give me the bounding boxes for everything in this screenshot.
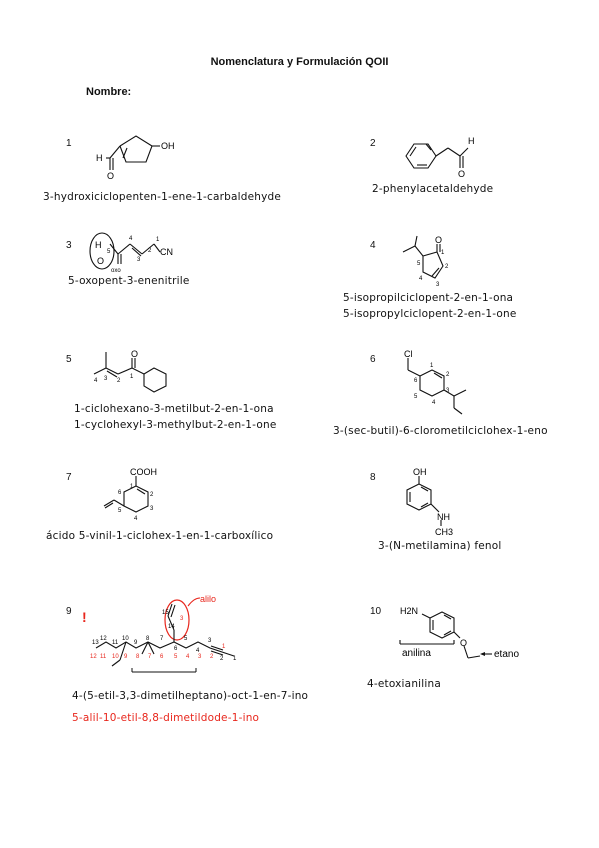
locant: 15 <box>162 610 169 616</box>
locant: 4 <box>419 276 423 282</box>
atom-label: CH3 <box>435 527 454 537</box>
name-label: Nombre: <box>86 86 132 98</box>
locant: 8 <box>146 636 150 642</box>
problem-number: 4 <box>370 240 376 251</box>
atom-label: O <box>107 171 115 181</box>
locant: 3 <box>104 376 108 382</box>
problem-number: 1 <box>66 138 72 149</box>
locant-red: 4 <box>186 654 190 660</box>
answer: 4-etoxianilina <box>367 678 442 690</box>
answer: 1-ciclohexano-3-metilbut-2-en-1-ona <box>74 403 274 415</box>
problem-number: 3 <box>66 240 72 251</box>
locant: 4 <box>94 378 98 384</box>
structure-4 <box>395 232 465 292</box>
locant: 3 <box>446 388 450 394</box>
atom-label: H <box>95 240 102 250</box>
atom-label: Cl <box>404 349 413 359</box>
problem-number: 7 <box>66 472 72 483</box>
atom-label: OH <box>413 467 427 477</box>
locant: 6 <box>118 490 122 496</box>
locant-red: 11 <box>100 654 107 660</box>
note-text: etano <box>494 649 520 660</box>
locant-red: 8 <box>136 654 140 660</box>
locant-red: 2 <box>210 654 214 660</box>
locant: 5 <box>184 636 188 642</box>
locant-red: 9 <box>124 654 128 660</box>
structure-10 <box>388 596 538 676</box>
atom-label: O <box>460 638 468 648</box>
structure-2 <box>398 130 498 180</box>
answer: ácido 5-vinil-1-ciclohex-1-en-1-carboxílico <box>46 530 274 542</box>
locant: 6 <box>414 378 418 384</box>
structure-9 <box>76 586 256 686</box>
structure-3 <box>84 230 194 278</box>
locant: 4 <box>129 236 133 242</box>
atom-label: COOH <box>130 467 157 477</box>
locant-red: 7 <box>148 654 152 660</box>
problem-number: 8 <box>370 472 376 483</box>
answer: 1-cyclohexyl-3-methylbut-2-en-1-one <box>74 419 277 431</box>
atom-label: O <box>435 235 443 245</box>
locant: 4 <box>196 648 200 654</box>
locant: 5 <box>417 261 421 267</box>
locant: 1 <box>156 237 160 243</box>
answer: 3-(N-metilamina) fenol <box>378 540 502 552</box>
problem-number: 9 <box>66 606 72 617</box>
answer: 3-hydroxiciclopenten-1-ene-1-carbaldehyde <box>43 191 282 203</box>
answer: 3-(sec-butil)-6-clorometilciclohex-1-eno <box>333 425 548 437</box>
locant: 2 <box>220 656 224 662</box>
atom-label: OH <box>161 141 175 151</box>
answer: 5-oxopent-3-enenitrile <box>68 275 190 287</box>
atom-label: H <box>96 153 103 163</box>
locant: 5 <box>118 508 122 514</box>
atom-label: H2N <box>400 606 419 616</box>
locant: 4 <box>134 516 138 522</box>
locant: 2 <box>150 492 154 498</box>
note-text: oxo <box>111 268 121 274</box>
problem-number: 10 <box>370 606 382 617</box>
locant: 6 <box>174 646 178 652</box>
locant-red: 6 <box>160 654 164 660</box>
locant: 2 <box>446 372 450 378</box>
locant-red: 12 <box>90 654 97 660</box>
atom-label: O <box>131 349 139 359</box>
locant: 14 <box>168 624 175 630</box>
note-text: anilina <box>402 648 431 659</box>
atom-label: H <box>468 136 475 146</box>
locant: 12 <box>100 636 107 642</box>
structure-7 <box>100 466 180 530</box>
locant-red: 3 <box>180 616 184 622</box>
locant: 3 <box>137 257 141 263</box>
locant: 11 <box>112 640 119 646</box>
note-text: ! <box>82 609 87 625</box>
locant: 5 <box>414 394 418 400</box>
locant: 7 <box>160 636 164 642</box>
problem-number: 5 <box>66 354 72 365</box>
answer: 4-(5-etil-3,3-dimetilheptano)-oct-1-en-7-ino <box>72 690 309 702</box>
answer: 5-isopropylciclopent-2-en-1-one <box>343 308 517 320</box>
locant: 2 <box>117 378 121 384</box>
structure-1 <box>90 128 190 184</box>
answer: 2-phenylacetaldehyde <box>372 183 494 195</box>
note-text: alilo <box>200 594 217 604</box>
locant-red: 3 <box>198 654 202 660</box>
locant-red: 5 <box>174 654 178 660</box>
locant: 3 <box>208 638 212 644</box>
locant: 1 <box>130 374 134 380</box>
locant-red: 1 <box>222 644 226 650</box>
locant: 9 <box>134 640 138 646</box>
locant: 2 <box>445 264 449 270</box>
problem-number: 6 <box>370 354 376 365</box>
atom-label: NH <box>437 512 450 522</box>
locant: 1 <box>233 656 237 662</box>
locant: 1 <box>130 484 134 490</box>
structure-5 <box>88 348 198 404</box>
atom-label: CN <box>160 247 173 257</box>
answer-red: 5-alil-10-etil-8,8-dimetildode-1-ino <box>72 712 260 724</box>
structure-8 <box>395 466 465 542</box>
structure-6 <box>388 346 478 422</box>
locant: 1 <box>430 363 434 369</box>
answer: 5-isopropilciclopent-2-en-1-ona <box>343 292 514 304</box>
locant: 5 <box>107 249 111 255</box>
locant: 1 <box>441 250 445 256</box>
page-title: Nomenclatura y Formulación QOII <box>210 56 389 68</box>
atom-label: O <box>458 169 466 179</box>
atom-label: O <box>97 256 105 266</box>
locant-red: 10 <box>112 654 119 660</box>
locant: 10 <box>122 636 129 642</box>
locant: 2 <box>148 248 152 254</box>
locant: 13 <box>92 640 99 646</box>
locant: 3 <box>150 506 154 512</box>
locant: 4 <box>432 400 436 406</box>
locant: 3 <box>436 282 440 288</box>
problem-number: 2 <box>370 138 376 149</box>
